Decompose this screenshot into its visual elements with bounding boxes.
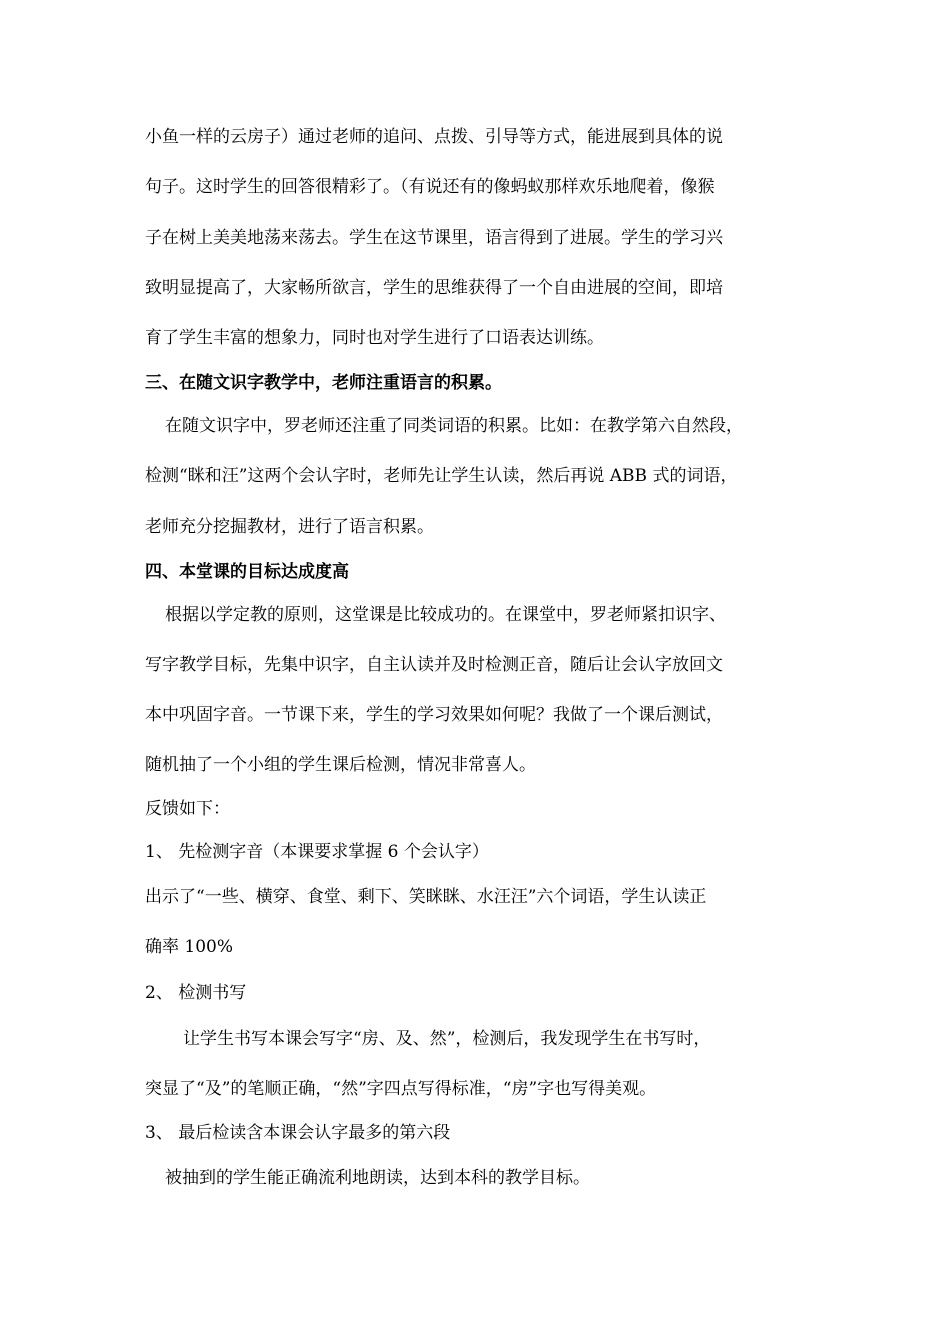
paragraph-line-2: 句子。这时学生的回答很精彩了。（有说还有的像蚂蚁那样欢乐地爬着，像猴 <box>145 177 715 197</box>
list-item-3: 3、 最后检读含本课会认字最多的第六段 <box>145 1123 451 1143</box>
paragraph-line-8: 老师充分挖掘教材，进行了语言积累。 <box>145 517 434 537</box>
list-item-2: 2、 检测书写 <box>145 983 247 1003</box>
paragraph-line-11: 本中巩固字音。一节课下来，学生的学习效果如何呢？我做了一个课后测试， <box>145 705 723 725</box>
paragraph-line-13: 出示了“一些、横穿、食堂、剩下、笑眯眯、水汪汪”六个词语，学生认读正 <box>145 887 707 907</box>
paragraph-line-17: 被抽到的学生能正确流利地朗读，达到本科的教学目标。 <box>165 1168 590 1188</box>
list-item-1: 1、 先检测字音（本课要求掌握 6 个会认字） <box>145 842 489 862</box>
paragraph-line-15: 让学生书写本课会写字“房、及、然”，检测后，我发现学生在书写时， <box>183 1029 711 1049</box>
paragraph-line-12: 随机抽了一个小组的学生课后检测，情况非常喜人。 <box>145 755 536 775</box>
paragraph-line-14: 确率 100% <box>145 937 234 957</box>
section-heading-3: 三、在随文识字教学中，老师注重语言的积累。 <box>145 373 502 393</box>
paragraph-line-10: 写字教学目标，先集中识字，自主认读并及时检测正音，随后让会认字放回文 <box>145 655 723 675</box>
section-heading-4: 四、本堂课的目标达成度高 <box>145 562 349 582</box>
paragraph-line-1: 小鱼一样的云房子）通过老师的追问、点拨、引导等方式，能进展到具体的说 <box>145 127 723 147</box>
paragraph-line-6: 在随文识字中，罗老师还注重了同类词语的积累。比如：在教学第六自然段， <box>165 416 743 436</box>
feedback-intro: 反馈如下： <box>145 799 230 819</box>
paragraph-line-7: 检测“眯和汪”这两个会认字时，老师先让学生认读，然后再说 ABB 式的词语， <box>145 466 738 486</box>
paragraph-line-5: 育了学生丰富的想象力，同时也对学生进行了口语表达训练。 <box>145 328 604 348</box>
paragraph-line-9: 根据以学定教的原则，这堂课是比较成功的。在课堂中，罗老师紧扣识字、 <box>165 605 726 625</box>
paragraph-line-3: 子在树上美美地荡来荡去。学生在这节课里，语言得到了进展。学生的学习兴 <box>145 228 723 248</box>
paragraph-line-16: 突显了“及”的笔顺正确，“然”字四点写得标准，“房”字也写得美观。 <box>145 1079 657 1099</box>
paragraph-line-4: 致明显提高了，大家畅所欲言，学生的思维获得了一个自由进展的空间，即培 <box>145 278 723 298</box>
